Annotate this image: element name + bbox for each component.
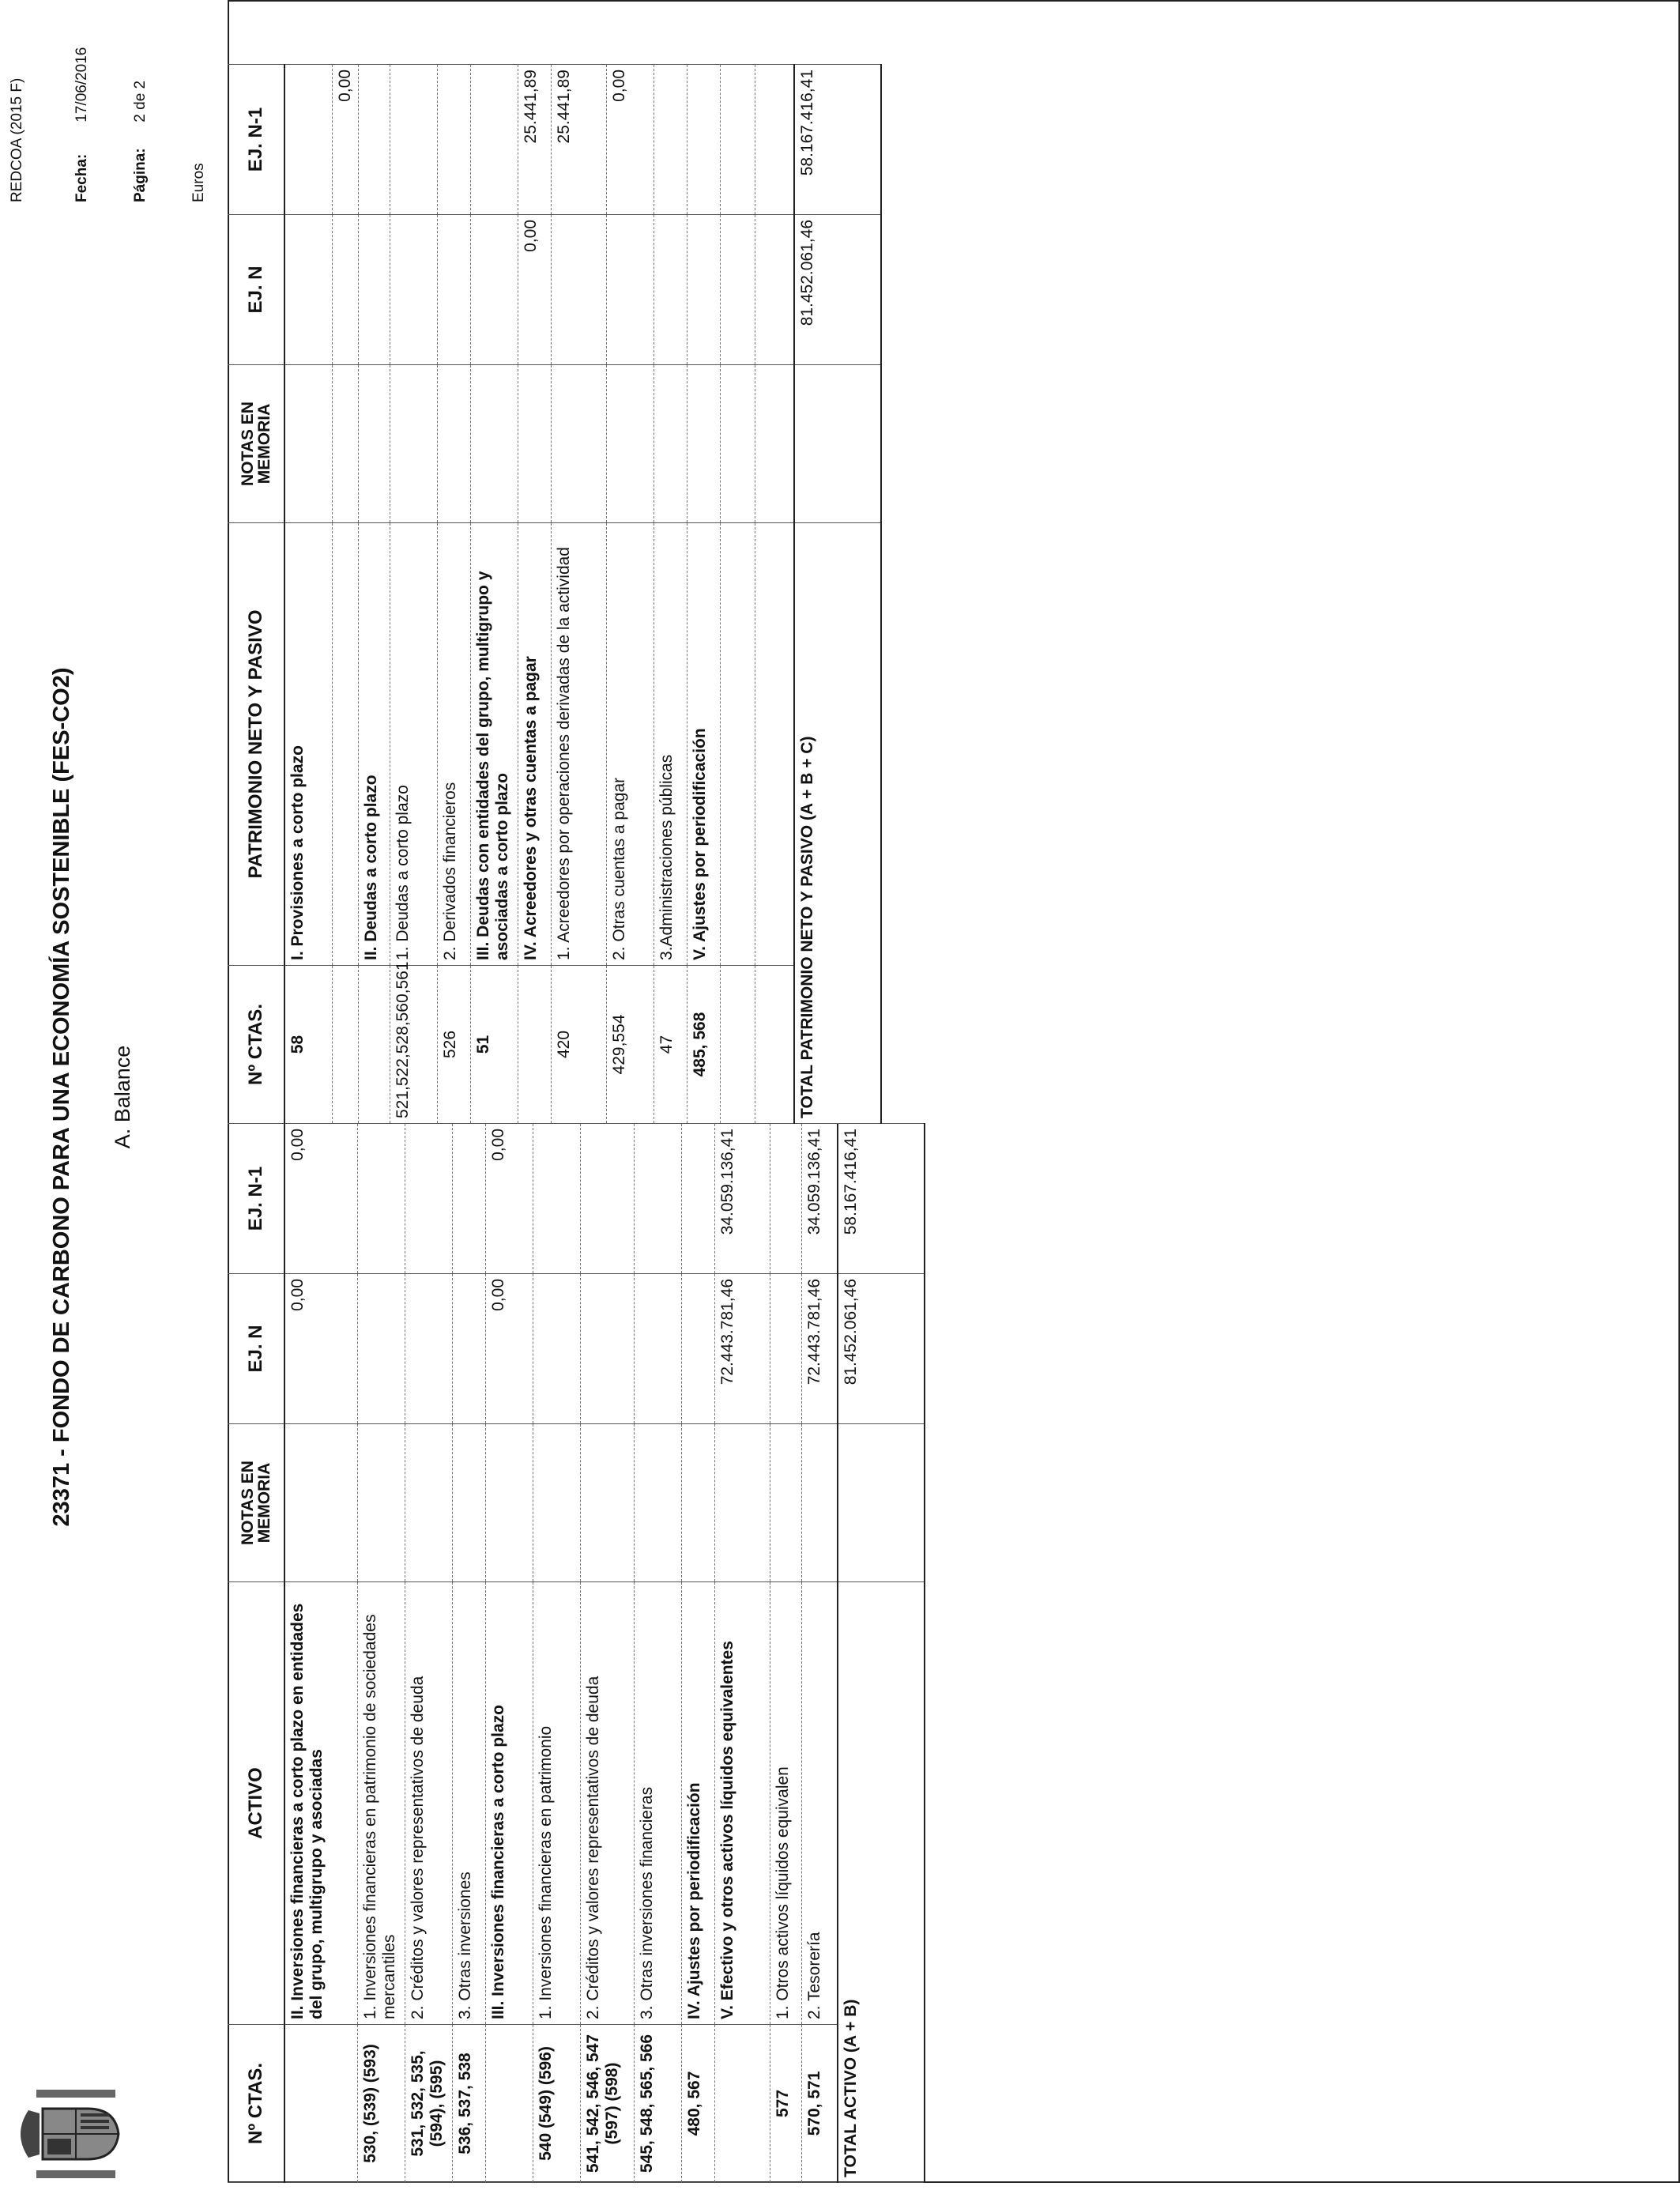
pasivo-row-ej-n1 [390,65,437,215]
pasivo-row [755,65,794,1124]
pasivo-row-label: IV. Acreedores y otras cuentas a pagar [518,523,551,966]
pasivo-row-ej-n1 [720,65,755,215]
pasivo-total-row [794,65,881,1124]
pasivo-row-ctas: 51 [470,966,518,1124]
pasivo-row [284,65,332,1124]
pasivo-row-label: II. Deudas a corto plazo [358,523,390,966]
activo-row-ctas: 536, 537, 538 [452,2025,485,2183]
pasivo-row-label [720,523,755,966]
pasivo-row-notas [518,365,551,523]
pasivo-header-row [228,65,284,1124]
pagina-line [131,47,155,202]
activo-row-ej-n: 72.443.781,46 [801,1274,838,1424]
activo-header-row [228,1124,284,2183]
pasivo-row [332,65,358,1124]
activo-row-label: 1. Otros activos líquidos equivalen [770,1582,801,2025]
activo-row-ej-n1 [681,1124,714,1274]
activo-row-ctas: 545, 548, 565, 566 [634,2025,681,2183]
pasivo-row-ej-n [687,215,720,365]
pasivo-row-ej-n1 [284,65,332,215]
pasivo-row-ej-n1 [437,65,470,215]
document-title: 23371 - FONDO DE CARBONO PARA UNA ECONOMÍA SOSTENIBLE (FES-CO2) [49,667,74,1527]
activo-row-label: 3. Otras inversiones [452,1582,485,2025]
pasivo-row-ctas: 429,554 [606,966,654,1124]
activo-row-notas [580,1424,634,1582]
pasivo-row-notas [654,365,687,523]
pasivo-row [470,65,518,1124]
pasivo-total-ej-n: 81.452.061,46 [794,215,881,365]
pasivo-row-label: 1. Acreedores por operaciones derivadas de la actividad [551,523,606,966]
pasivo-col-n1: EJ. N-1 [228,65,284,215]
activo-row-ej-n1: 34.059.136,41 [714,1124,770,1274]
pasivo-row [551,65,606,1124]
pasivo-row-ej-n [358,215,390,365]
pasivo-row-label: I. Provisiones a corto plazo [284,523,332,966]
pasivo-total-label: TOTAL PATRIMONIO NETO Y PASIVO (A + B + C) [794,523,881,1124]
pasivo-row-notas [284,365,332,523]
activo-row-label: 2. Créditos y valores representativos de deuda [405,1582,452,2025]
pasivo-row-ctas: 526 [437,966,470,1124]
activo-row-ctas: 530, (539) (593) [357,2025,405,2183]
activo-row-ej-n1 [770,1124,801,1274]
activo-row-ctas: 570, 571 [801,2025,838,2183]
fecha-label: Fecha: [73,153,90,202]
pasivo-col-label: PATRIMONIO NETO Y PASIVO [228,523,284,966]
activo-total-notas [838,1424,925,1582]
pasivo-row-notas [606,365,654,523]
activo-row-ctas: 541, 542, 546, 547 (597) (598) [580,2025,634,2183]
pasivo-row-ej-n: 0,00 [518,215,551,365]
pasivo-row-ej-n [654,215,687,365]
fecha-line [73,47,96,202]
pasivo-row-ctas [332,966,358,1124]
pasivo-row-notas [358,365,390,523]
pasivo-row [518,65,551,1124]
pasivo-row-label: 2. Otras cuentas a pagar [606,523,654,966]
activo-row-ej-n [634,1274,681,1424]
activo-col-n: EJ. N [228,1274,284,1424]
activo-col-label: ACTIVO [228,1582,284,2025]
pasivo-row-label: 1. Deudas a corto plazo [390,523,437,966]
activo-row-label: III. Inversiones financieras a corto plazo [485,1582,533,2025]
pasivo-row-ctas [755,966,794,1124]
activo-row-label: 1. Inversiones financieras en patrimonio [533,1582,580,2025]
activo-row-ej-n [681,1274,714,1424]
activo-row [533,1124,580,2183]
activo-col-notas: NOTAS EN MEMORIA [228,1424,284,1582]
activo-row [580,1124,634,2183]
activo-row-ej-n1 [634,1124,681,1274]
pasivo-row [687,65,720,1124]
pasivo-row-notas [755,365,794,523]
pasivo-row-ej-n [606,215,654,365]
fecha-value: 17/06/2016 [73,47,90,123]
activo-row-ej-n1: 0,00 [485,1124,533,1274]
activo-row [714,1124,770,2183]
pasivo-row-notas [470,365,518,523]
activo-row-ej-n [452,1274,485,1424]
activo-row-ej-n1 [533,1124,580,1274]
pasivo-row-label [332,523,358,966]
activo-row-ctas: 577 [770,2025,801,2183]
pasivo-row-label: 2. Derivados financieros [437,523,470,966]
activo-row [634,1124,681,2183]
activo-row-ej-n: 0,00 [284,1274,357,1424]
pasivo-row-ctas: 521,522,528,560,561 [390,966,437,1124]
pasivo-row-notas [720,365,755,523]
pasivo-col-ctas: Nº CTAS. [228,966,284,1124]
pasivo-row-ej-n1: 0,00 [606,65,654,215]
activo-row [405,1124,452,2183]
pasivo-col-notas: NOTAS EN MEMORIA [228,365,284,523]
pasivo-row-notas [437,365,470,523]
pasivo-col-n: EJ. N [228,215,284,365]
activo-row-ctas: 540 (549) (596) [533,2025,580,2183]
activo-row [681,1124,714,2183]
pasivo-row-ej-n1: 25.441,89 [518,65,551,215]
pasivo-row-ctas: 47 [654,966,687,1124]
activo-row [485,1124,533,2183]
activo-row-notas [357,1424,405,1582]
currency-label: Euros [190,163,207,202]
pasivo-row-ej-n [284,215,332,365]
pasivo-row-notas [551,365,606,523]
pasivo-row-ctas [358,966,390,1124]
pasivo-row-label [755,523,794,966]
activo-col-ctas: Nº CTAS. [228,2025,284,2183]
activo-row-ej-n [770,1274,801,1424]
pasivo-row-ej-n [551,215,606,365]
activo-row-notas [681,1424,714,1582]
pasivo-row-ej-n1: 0,00 [332,65,358,215]
pasivo-row [390,65,437,1124]
activo-row-ctas [714,2025,770,2183]
pasivo-row-ej-n [755,215,794,365]
activo-row-label: 1. Inversiones financieras en patrimonio de sociedades mercantiles [357,1582,405,2025]
pasivo-row-ej-n1 [687,65,720,215]
activo-row-ej-n1 [405,1124,452,1274]
pasivo-row-notas [687,365,720,523]
activo-row-notas [533,1424,580,1582]
pasivo-row-ctas: 58 [284,966,332,1124]
activo-col-n1: EJ. N-1 [228,1124,284,1274]
pasivo-row-ctas: 485, 568 [687,966,720,1124]
section-title: A. Balance [111,1045,134,1149]
pasivo-row [606,65,654,1124]
activo-row-label: II. Inversiones financieras a corto plazo en entidades del grupo, multigrupo y asociadas [284,1582,357,2025]
pagina-label: Página: [132,148,149,202]
activo-row-ctas [485,2025,533,2183]
activo-row [801,1124,838,2183]
activo-row-ctas [284,2025,357,2183]
activo-row-ctas: 480, 567 [681,2025,714,2183]
activo-row-ej-n [405,1274,452,1424]
header-meta [8,47,213,202]
pasivo-row-ej-n [390,215,437,365]
pasivo-row-ej-n [470,215,518,365]
activo-row [770,1124,801,2183]
pasivo-row [358,65,390,1124]
activo-table [228,1123,925,2183]
pasivo-row-ej-n [332,215,358,365]
pasivo-row-label: III. Deudas con entidades del grupo, multigrupo y asociadas a corto plazo [470,523,518,966]
activo-row-ej-n1 [580,1124,634,1274]
activo-total-ej-n1: 58.167.416,41 [838,1124,925,1274]
pasivo-row [654,65,687,1124]
activo-row-ej-n [580,1274,634,1424]
activo-row-ej-n: 0,00 [485,1274,533,1424]
pasivo-row-ej-n1 [654,65,687,215]
activo-row-ej-n [533,1274,580,1424]
activo-row-notas [405,1424,452,1582]
pasivo-row-ej-n1 [470,65,518,215]
activo-row-notas [452,1424,485,1582]
activo-row-label: 2. Créditos y valores representativos de deuda [580,1582,634,2025]
activo-row-ej-n [357,1274,405,1424]
activo-row-notas [284,1424,357,1582]
activo-row [452,1124,485,2183]
activo-row-label: IV. Ajustes por periodificación [681,1582,714,2025]
activo-row-notas [634,1424,681,1582]
pasivo-row-notas [390,365,437,523]
pasivo-row-ctas [720,966,755,1124]
activo-row-ej-n: 72.443.781,46 [714,1274,770,1424]
activo-row [284,1124,357,2183]
pasivo-row-ctas [518,966,551,1124]
activo-row [357,1124,405,2183]
pasivo-total-ej-n1: 58.167.416,41 [794,65,881,215]
pasivo-row-label: V. Ajustes por periodificación [687,523,720,966]
activo-row-label: 3. Otras inversiones financieras [634,1582,681,2025]
pasivo-row [437,65,470,1124]
pasivo-row-ctas: 420 [551,966,606,1124]
pasivo-total-notas [794,365,881,523]
activo-row-notas [714,1424,770,1582]
doc-code: REDCOA (2015 F) [9,77,25,202]
pasivo-row-ej-n1 [358,65,390,215]
activo-row-label: 2. Tesorería [801,1582,838,2025]
activo-row-notas [485,1424,533,1582]
pasivo-row-ej-n [720,215,755,365]
pasivo-row-label: 3.Administraciones públicas [654,523,687,966]
pasivo-row [720,65,755,1124]
pasivo-row-ej-n1: 25.441,89 [551,65,606,215]
pasivo-row-ej-n1 [755,65,794,215]
pagina-value: 2 de 2 [132,80,149,123]
activo-total-row [838,1124,925,2183]
activo-row-ej-n1: 34.059.136,41 [801,1124,838,1274]
pasivo-row-ej-n [437,215,470,365]
activo-row-ej-n1: 0,00 [284,1124,357,1274]
activo-row-ctas: 531, 532, 535, (594), (595) [405,2025,452,2183]
activo-row-notas [770,1424,801,1582]
activo-row-ej-n1 [357,1124,405,1274]
pasivo-row-notas [332,365,358,523]
activo-row-ej-n1 [452,1124,485,1274]
activo-total-label: TOTAL ACTIVO (A + B) [838,1582,925,2183]
activo-row-notas [801,1424,838,1582]
pasivo-table [228,64,882,1124]
activo-total-ej-n: 81.452.061,46 [838,1274,925,1424]
activo-row-label: V. Efectivo y otros activos líquidos equivalentes [714,1582,770,2025]
